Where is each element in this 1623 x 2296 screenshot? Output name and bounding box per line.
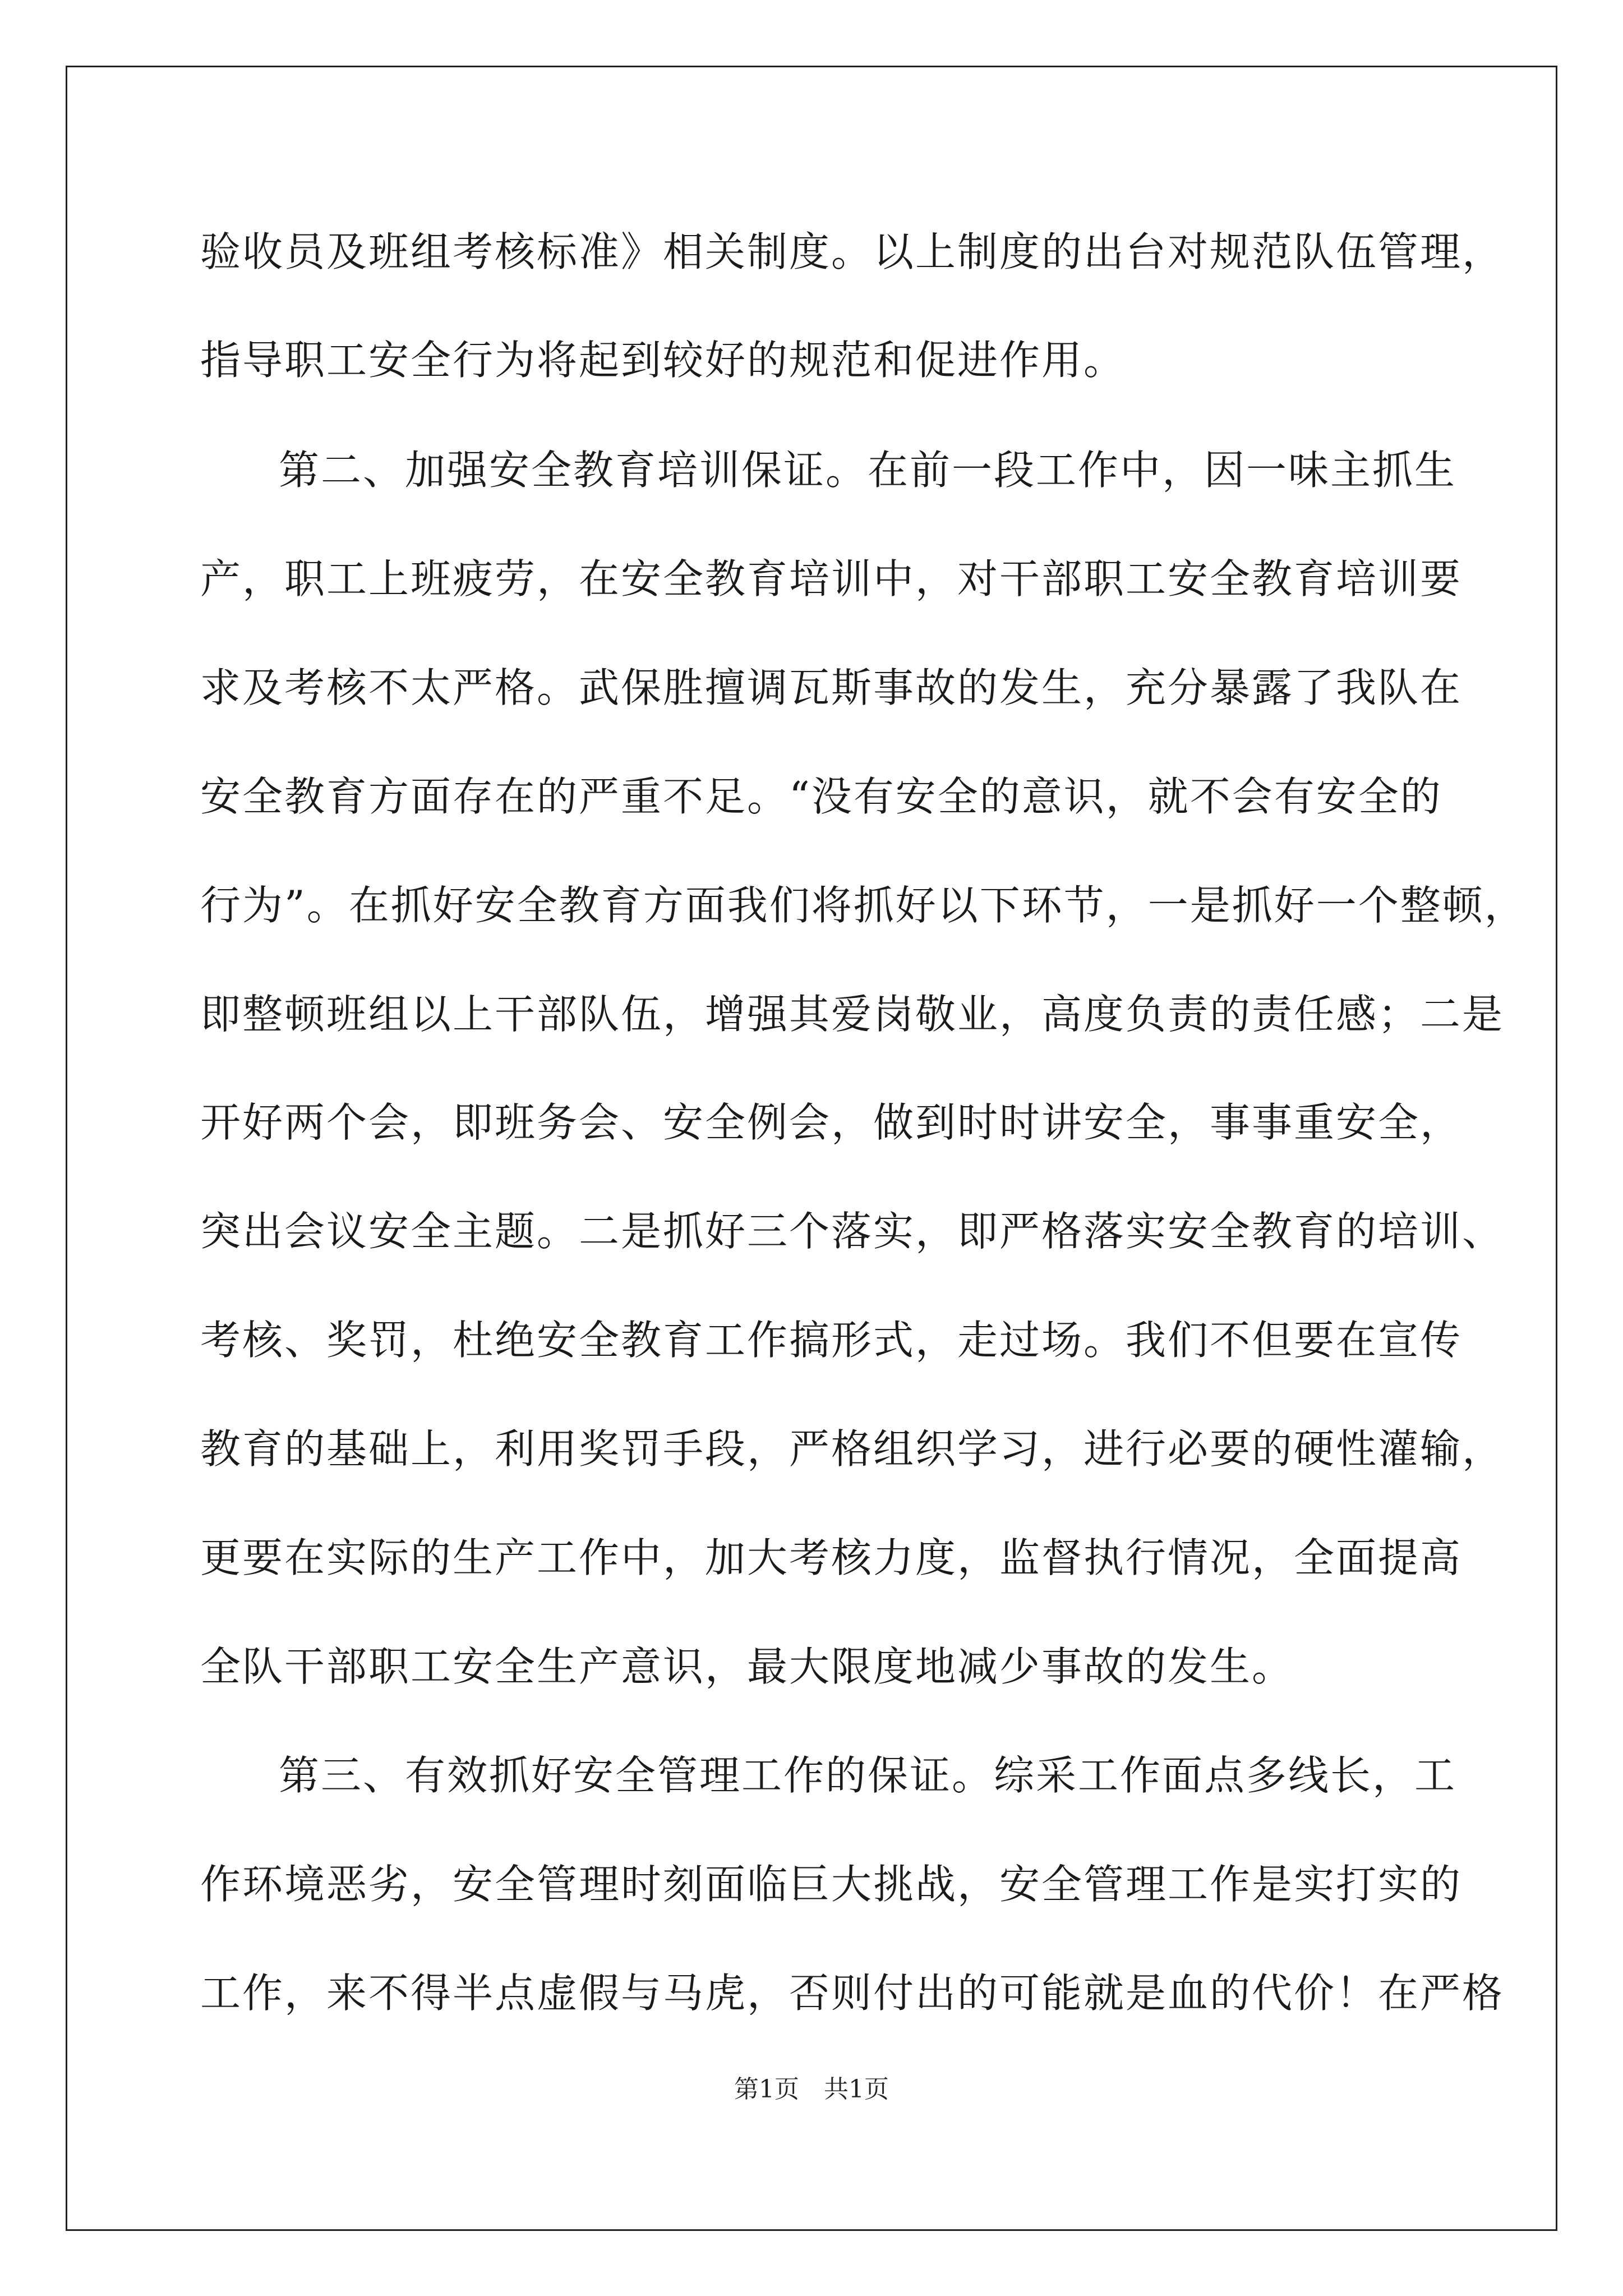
text-line: 验收员及班组考核标准》相关制度。以上制度的出台对规范队伍管理， — [200, 228, 1505, 275]
text-line: 教育的基础上，利用奖罚手段，严格组织学习，进行必要的硬性灌输， — [200, 1425, 1505, 1473]
text-line: 全队干部职工安全生产意识，最大限度地减少事故的发生。 — [200, 1643, 1294, 1690]
text-line: 求及考核不太严格。武保胜擅调瓦斯事故的发生，充分暴露了我队在 — [200, 664, 1463, 711]
text-line: 产，职工上班疲劳，在安全教育培训中，对干部职工安全教育培训要 — [200, 555, 1463, 602]
text-line: 突出会议安全主题。二是抓好三个落实，即严格落实安全教育的培训、 — [200, 1208, 1505, 1255]
text-line: 开好两个会，即班务会、安全例会，做到时时讲安全，事事重安全， — [200, 1099, 1463, 1146]
text-line: 指导职工安全行为将起到较好的规范和促进作用。 — [200, 337, 1126, 384]
text-line: 作环境恶劣，安全管理时刻面临巨大挑战，安全管理工作是实打实的 — [200, 1861, 1463, 1908]
text-line: 安全教育方面存在的严重不足。“没有安全的意识，就不会有安全的 — [200, 773, 1442, 820]
paragraph-start-line: 第二、加强安全教育培训保证。在前一段工作中，因一味主抓生 — [279, 447, 1457, 494]
text-line: 工作，来不得半点虚假与马虎，否则付出的可能就是血的代价！在严格 — [200, 1970, 1505, 2017]
paragraph-start-line: 第三、有效抓好安全管理工作的保证。综采工作面点多线长，工 — [279, 1752, 1457, 1799]
page-number-footer: 第1页 共1页 — [734, 2075, 889, 2104]
text-line: 更要在实际的生产工作中，加大考核力度，监督执行情况，全面提高 — [200, 1534, 1463, 1581]
text-line: 考核、奖罚，杜绝安全教育工作搞形式，走过场。我们不但要在宣传 — [200, 1317, 1463, 1364]
text-line: 行为”。在抓好安全教育方面我们将抓好以下环节，一是抓好一个整顿， — [200, 882, 1527, 929]
text-line: 即整顿班组以上干部队伍，增强其爱岗敬业，高度负责的责任感；二是 — [200, 991, 1505, 1038]
